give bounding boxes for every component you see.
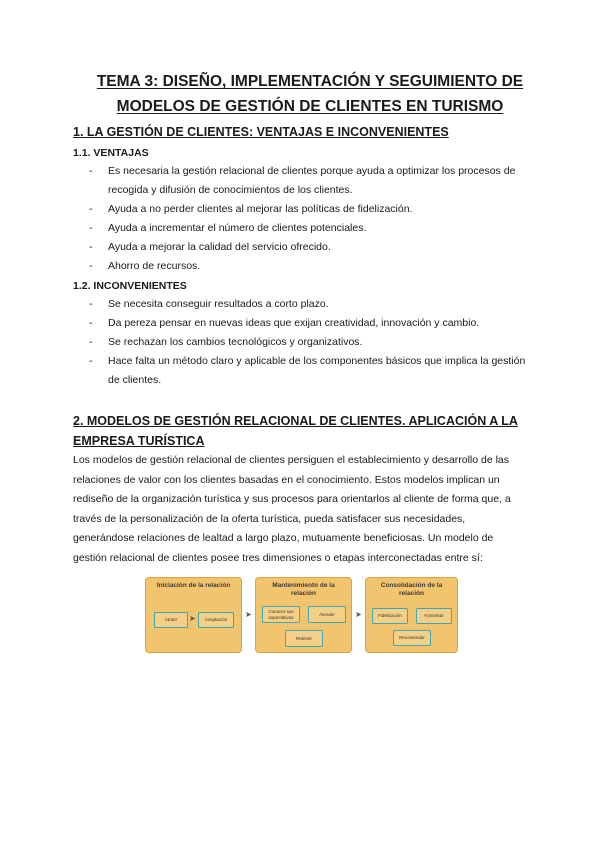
arrow-icon: ➤	[189, 614, 196, 623]
dash-bullet: -	[89, 203, 93, 215]
ventajas-list	[73, 162, 533, 276]
dash-bullet: -	[89, 165, 93, 177]
stage-title: Mantenimiento de la relación	[272, 582, 335, 597]
subsection-1-2-heading: 1.2. INCONVENIENTES	[73, 280, 187, 292]
stage-title: Consolidación de la relación	[380, 582, 443, 597]
section-2-heading-line-2: EMPRESA TURÍSTICA	[73, 434, 205, 448]
section-2-heading	[73, 411, 518, 451]
inconvenientes-list	[73, 295, 533, 390]
section-2-heading-line-1: 2. MODELOS DE GESTIÓN RELACIONAL DE CLIENTES. APLICACIÓN A LA	[73, 414, 518, 428]
node-fidelizacion: Fidelización	[372, 608, 408, 624]
subsection-1-1-heading: 1.1. VENTAJAS	[73, 147, 149, 159]
dash-bullet: -	[89, 355, 93, 367]
stage-title: Iniciación de la relación	[156, 582, 231, 589]
node-conocer-expectativas: Conocer sus expectativas	[262, 606, 300, 623]
list-item: - Hace falta un método claro y aplicable de los componentes básicos que implica la gestión de clientes.	[73, 352, 533, 390]
node-retener: Retener	[285, 630, 323, 647]
section-1-heading: 1. LA GESTIÓN DE CLIENTES: VENTAJAS E INCONVENIENTES	[73, 125, 449, 139]
relationship-stages-diagram	[145, 577, 460, 653]
list-item: - Ayuda a mejorar la calidad del servicio ofrecido.	[73, 238, 533, 257]
title-line-2: MODELOS DE GESTIÓN DE CLIENTES EN TURISMO	[116, 98, 504, 115]
node-recomendar: Recomendar	[393, 630, 431, 646]
list-item: - Es necesaria la gestión relacional de clientes porque ayuda a optimizar los procesos de recogida y difusión de conocimientos de los clientes.	[73, 162, 533, 200]
dash-bullet: -	[89, 298, 93, 310]
node-atraer: Atraer	[154, 612, 188, 628]
list-item: - Da pereza pensar en nuevas ideas que exijan creatividad, innovación y cambio.	[73, 314, 533, 333]
stage-initiation	[145, 577, 242, 653]
dash-bullet: -	[89, 222, 93, 234]
stage-maintenance	[255, 577, 352, 653]
dash-bullet: -	[89, 241, 93, 253]
node-atender: Atender	[308, 606, 346, 623]
dash-bullet: -	[89, 317, 93, 329]
arrow-icon: ➤	[245, 610, 252, 619]
arrow-icon: ➤	[355, 610, 362, 619]
dash-bullet: -	[89, 260, 93, 272]
list-item: - Se necesita conseguir resultados a corto plazo.	[73, 295, 533, 314]
document-title	[60, 69, 560, 119]
list-item: - Ayuda a incrementar el número de clientes potenciales.	[73, 219, 533, 238]
dash-bullet: -	[89, 336, 93, 348]
node-aceptacion: Aceptación	[198, 612, 234, 628]
section-2-paragraph: Los modelos de gestión relacional de clientes persiguen el establecimiento y desarrollo de las relaciones de valor con los clientes basadas en el conocimiento. Estos modelos implican un rediseño de la organización turística y sus procesos para orientarlos al cliente de forma que, a través de la personalización de la oferta turística, pueda satisfacer sus necesidades, generándose relaciones de lealtad a largo plazo, mutuamente beneficiosas. Un modelo de gestión relacional de clientes posee tres dimensiones o etapas interconectadas entre sí:	[73, 454, 511, 564]
list-item: - Ahorro de recursos.	[73, 257, 533, 276]
list-item: - Se rechazan los cambios tecnológicos y organizativos.	[73, 333, 533, 352]
list-item: - Ayuda a no perder clientes al mejorar las políticas de fidelización.	[73, 200, 533, 219]
node-fomentar: Fomentar	[416, 608, 452, 624]
stage-consolidation	[365, 577, 458, 653]
title-line-1: TEMA 3: DISEÑO, IMPLEMENTACIÓN Y SEGUIMIENTO DE	[96, 73, 524, 90]
